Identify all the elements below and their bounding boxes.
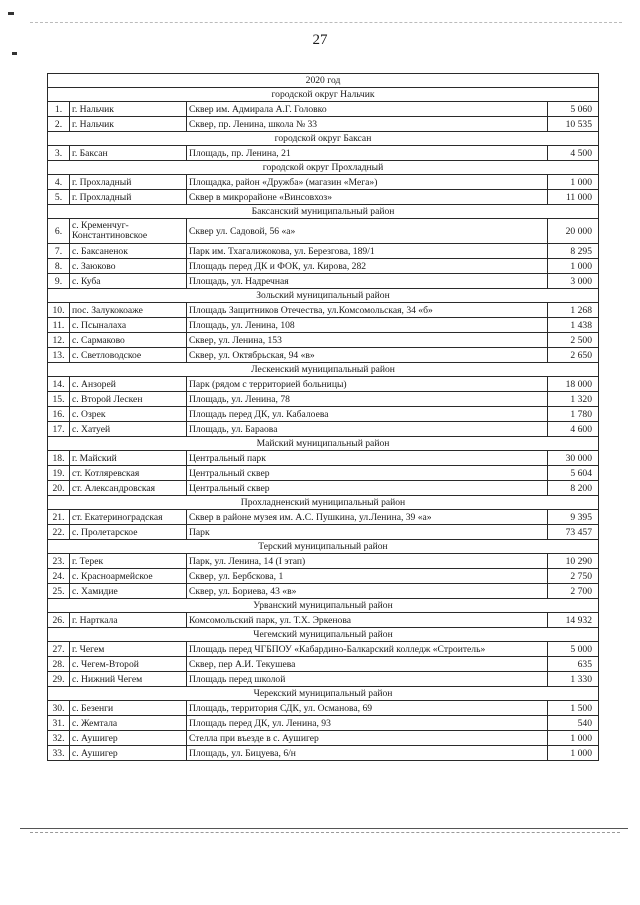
row-number: 33. (48, 746, 70, 761)
row-locality: с. Безенги (70, 701, 187, 716)
section-title: Черекский муниципальный район (48, 687, 599, 701)
row-area: 1 500 (548, 701, 599, 716)
row-object: Парк, ул. Ленина, 14 (I этап) (187, 554, 548, 569)
row-locality: с. Аушигер (70, 731, 187, 746)
row-locality: г. Нальчик (70, 102, 187, 117)
table-row (48, 259, 599, 274)
section-header-row (48, 628, 599, 642)
row-object: Площадь, ул. Надречная (187, 274, 548, 289)
row-number: 26. (48, 613, 70, 628)
row-locality: с. Чегем-Второй (70, 657, 187, 672)
row-number: 27. (48, 642, 70, 657)
section-header-row (48, 289, 599, 303)
table-row (48, 422, 599, 437)
row-area: 1 268 (548, 303, 599, 318)
row-object: Парк (рядом с территорией больницы) (187, 377, 548, 392)
row-locality: г. Прохладный (70, 175, 187, 190)
row-number: 19. (48, 466, 70, 481)
scan-artifact (12, 52, 17, 55)
row-area: 30 000 (548, 451, 599, 466)
row-object: Сквер, ул. Ленина, 153 (187, 333, 548, 348)
row-number: 25. (48, 584, 70, 599)
scan-edge-line (30, 22, 622, 23)
row-area: 14 932 (548, 613, 599, 628)
row-area: 5 060 (548, 102, 599, 117)
row-number: 6. (48, 219, 70, 244)
row-locality: с. Жемтала (70, 716, 187, 731)
row-object: Сквер в микрорайоне «Винсовхоз» (187, 190, 548, 205)
table-row (48, 701, 599, 716)
section-header-row (48, 132, 599, 146)
table-row (48, 510, 599, 525)
table-row (48, 642, 599, 657)
bottom-rule (20, 828, 628, 829)
row-area: 4 500 (548, 146, 599, 161)
row-locality: с. Баксаненок (70, 244, 187, 259)
section-header-row (48, 161, 599, 175)
table-body (48, 74, 599, 761)
row-object: Сквер, ул. Бориева, 43 «в» (187, 584, 548, 599)
section-title: Прохладненский муниципальный район (48, 496, 599, 510)
row-number: 14. (48, 377, 70, 392)
row-area: 10 535 (548, 117, 599, 132)
row-area: 5 000 (548, 642, 599, 657)
row-locality: г. Прохладный (70, 190, 187, 205)
row-area: 2 750 (548, 569, 599, 584)
row-locality: г. Майский (70, 451, 187, 466)
table-row (48, 451, 599, 466)
table-row (48, 333, 599, 348)
row-object: Сквер в районе музея им. А.С. Пушкина, ул.Ленина, 39 «а» (187, 510, 548, 525)
row-area: 540 (548, 716, 599, 731)
page-number: 27 (312, 32, 328, 48)
objects-table-container (47, 73, 598, 761)
objects-table (47, 73, 599, 761)
table-row (48, 584, 599, 599)
table-row (48, 554, 599, 569)
row-area: 1 780 (548, 407, 599, 422)
row-object: Площадь, ул. Ленина, 78 (187, 392, 548, 407)
row-locality: с. Нижний Чегем (70, 672, 187, 687)
row-area: 20 000 (548, 219, 599, 244)
table-row (48, 569, 599, 584)
row-object: Площадь перед школой (187, 672, 548, 687)
row-area: 5 604 (548, 466, 599, 481)
row-object: Площадь, ул. Бицуева, 6/н (187, 746, 548, 761)
row-object: Сквер, ул. Бербскова, 1 (187, 569, 548, 584)
row-number: 30. (48, 701, 70, 716)
row-number: 22. (48, 525, 70, 540)
row-object: Площадь перед ЧГБПОУ «Кабардино-Балкарский колледж «Строитель» (187, 642, 548, 657)
row-number: 2. (48, 117, 70, 132)
row-number: 5. (48, 190, 70, 205)
section-title: Лескенский муниципальный район (48, 363, 599, 377)
row-locality: с. Псыналаха (70, 318, 187, 333)
section-title: Зольский муниципальный район (48, 289, 599, 303)
row-locality: г. Баксан (70, 146, 187, 161)
section-header-row (48, 363, 599, 377)
row-object: Площадь, ул. Ленина, 108 (187, 318, 548, 333)
section-header-row (48, 205, 599, 219)
row-number: 32. (48, 731, 70, 746)
row-object: Сквер, пр. Ленина, школа № 33 (187, 117, 548, 132)
table-row (48, 117, 599, 132)
row-locality: с. Кременчуг-Константиновское (70, 219, 187, 244)
row-number: 31. (48, 716, 70, 731)
table-row (48, 146, 599, 161)
row-number: 29. (48, 672, 70, 687)
row-area: 2 650 (548, 348, 599, 363)
table-row (48, 318, 599, 333)
table-row (48, 392, 599, 407)
row-number: 16. (48, 407, 70, 422)
table-row (48, 407, 599, 422)
row-area: 18 000 (548, 377, 599, 392)
row-area: 1 330 (548, 672, 599, 687)
table-row (48, 348, 599, 363)
section-header-row (48, 687, 599, 701)
row-object: Центральный парк (187, 451, 548, 466)
row-object: Площадь, ул. Бараова (187, 422, 548, 437)
table-row (48, 746, 599, 761)
row-locality: с. Хатуей (70, 422, 187, 437)
row-number: 28. (48, 657, 70, 672)
section-header-row (48, 437, 599, 451)
table-row (48, 377, 599, 392)
table-row (48, 716, 599, 731)
row-object: Площадь, пр. Ленина, 21 (187, 146, 548, 161)
row-area: 11 000 (548, 190, 599, 205)
row-area: 1 000 (548, 259, 599, 274)
row-object: Комсомольский парк, ул. Т.Х. Эркенова (187, 613, 548, 628)
row-locality: с. Хамидие (70, 584, 187, 599)
row-locality: с. Сармаково (70, 333, 187, 348)
row-number: 17. (48, 422, 70, 437)
table-row (48, 102, 599, 117)
table-row (48, 657, 599, 672)
row-area: 8 200 (548, 481, 599, 496)
row-number: 20. (48, 481, 70, 496)
table-row (48, 481, 599, 496)
section-title: городской округ Нальчик (48, 88, 599, 102)
row-area: 1 320 (548, 392, 599, 407)
section-title: Чегемский муниципальный район (48, 628, 599, 642)
row-object: Площадь Защитников Отечества, ул.Комсомольская, 34 «б» (187, 303, 548, 318)
row-area: 2 500 (548, 333, 599, 348)
row-area: 73 457 (548, 525, 599, 540)
row-locality: с. Второй Лескен (70, 392, 187, 407)
row-number: 9. (48, 274, 70, 289)
row-number: 4. (48, 175, 70, 190)
row-locality: с. Светловодское (70, 348, 187, 363)
row-number: 15. (48, 392, 70, 407)
row-object: Площадка, район «Дружба» (магазин «Мега») (187, 175, 548, 190)
row-object: Центральный сквер (187, 481, 548, 496)
row-number: 18. (48, 451, 70, 466)
section-header-row (48, 540, 599, 554)
row-locality: ст. Екатериноградская (70, 510, 187, 525)
section-title: Урванский муниципальный район (48, 599, 599, 613)
row-object: Центральный сквер (187, 466, 548, 481)
row-object: Площадь перед ДК, ул. Кабалоева (187, 407, 548, 422)
row-object: Сквер, ул. Октябрьская, 94 «в» (187, 348, 548, 363)
section-header-row (48, 496, 599, 510)
row-area: 9 395 (548, 510, 599, 525)
row-object: Стелла при въезде в с. Аушигер (187, 731, 548, 746)
row-object: Парк (187, 525, 548, 540)
row-object: Площадь перед ДК, ул. Ленина, 93 (187, 716, 548, 731)
table-row (48, 672, 599, 687)
bottom-rule-dashed (30, 832, 620, 833)
row-locality: с. Куба (70, 274, 187, 289)
row-number: 11. (48, 318, 70, 333)
row-object: Парк им. Тхагалижокова, ул. Березгова, 189/1 (187, 244, 548, 259)
row-area: 1 000 (548, 746, 599, 761)
row-area: 2 700 (548, 584, 599, 599)
row-locality: пос. Залукокоаже (70, 303, 187, 318)
row-area: 4 600 (548, 422, 599, 437)
year-header: 2020 год (48, 74, 599, 88)
scan-artifact (8, 12, 14, 15)
section-title: Майский муниципальный район (48, 437, 599, 451)
row-area: 10 290 (548, 554, 599, 569)
row-area: 1 000 (548, 731, 599, 746)
row-number: 24. (48, 569, 70, 584)
row-number: 21. (48, 510, 70, 525)
table-row (48, 525, 599, 540)
row-number: 7. (48, 244, 70, 259)
row-number: 23. (48, 554, 70, 569)
row-number: 10. (48, 303, 70, 318)
row-locality: ст. Котляревская (70, 466, 187, 481)
row-area: 1 000 (548, 175, 599, 190)
row-object: Площадь, территория СДК, ул. Османова, 69 (187, 701, 548, 716)
table-row (48, 219, 599, 244)
row-area: 635 (548, 657, 599, 672)
row-locality: с. Аушигер (70, 746, 187, 761)
row-locality: с. Пролетарское (70, 525, 187, 540)
row-area: 8 295 (548, 244, 599, 259)
row-locality: г. Чегем (70, 642, 187, 657)
row-number: 3. (48, 146, 70, 161)
row-object: Сквер ул. Садовой, 56 «а» (187, 219, 548, 244)
table-row (48, 613, 599, 628)
row-locality: г. Терек (70, 554, 187, 569)
section-title: городской округ Прохладный (48, 161, 599, 175)
table-row (48, 274, 599, 289)
table-row (48, 303, 599, 318)
row-object: Сквер им. Адмирала А.Г. Головко (187, 102, 548, 117)
section-header-row (48, 599, 599, 613)
table-row (48, 244, 599, 259)
row-locality: ст. Александровская (70, 481, 187, 496)
row-locality: с. Анзорей (70, 377, 187, 392)
section-header-row (48, 88, 599, 102)
year-header-row (48, 74, 599, 88)
row-number: 8. (48, 259, 70, 274)
section-title: городской округ Баксан (48, 132, 599, 146)
row-locality: с. Красноармейское (70, 569, 187, 584)
row-locality: с. Озрек (70, 407, 187, 422)
row-locality: г. Нальчик (70, 117, 187, 132)
row-number: 12. (48, 333, 70, 348)
row-number: 1. (48, 102, 70, 117)
row-area: 3 000 (548, 274, 599, 289)
row-number: 13. (48, 348, 70, 363)
row-locality: г. Нарткала (70, 613, 187, 628)
row-area: 1 438 (548, 318, 599, 333)
section-title: Баксанский муниципальный район (48, 205, 599, 219)
table-row (48, 731, 599, 746)
table-row (48, 190, 599, 205)
table-row (48, 175, 599, 190)
row-object: Площадь перед ДК и ФОК, ул. Кирова, 282 (187, 259, 548, 274)
row-locality: с. Заюково (70, 259, 187, 274)
section-title: Терский муниципальный район (48, 540, 599, 554)
row-object: Сквер, пер А.И. Текушева (187, 657, 548, 672)
table-row (48, 466, 599, 481)
